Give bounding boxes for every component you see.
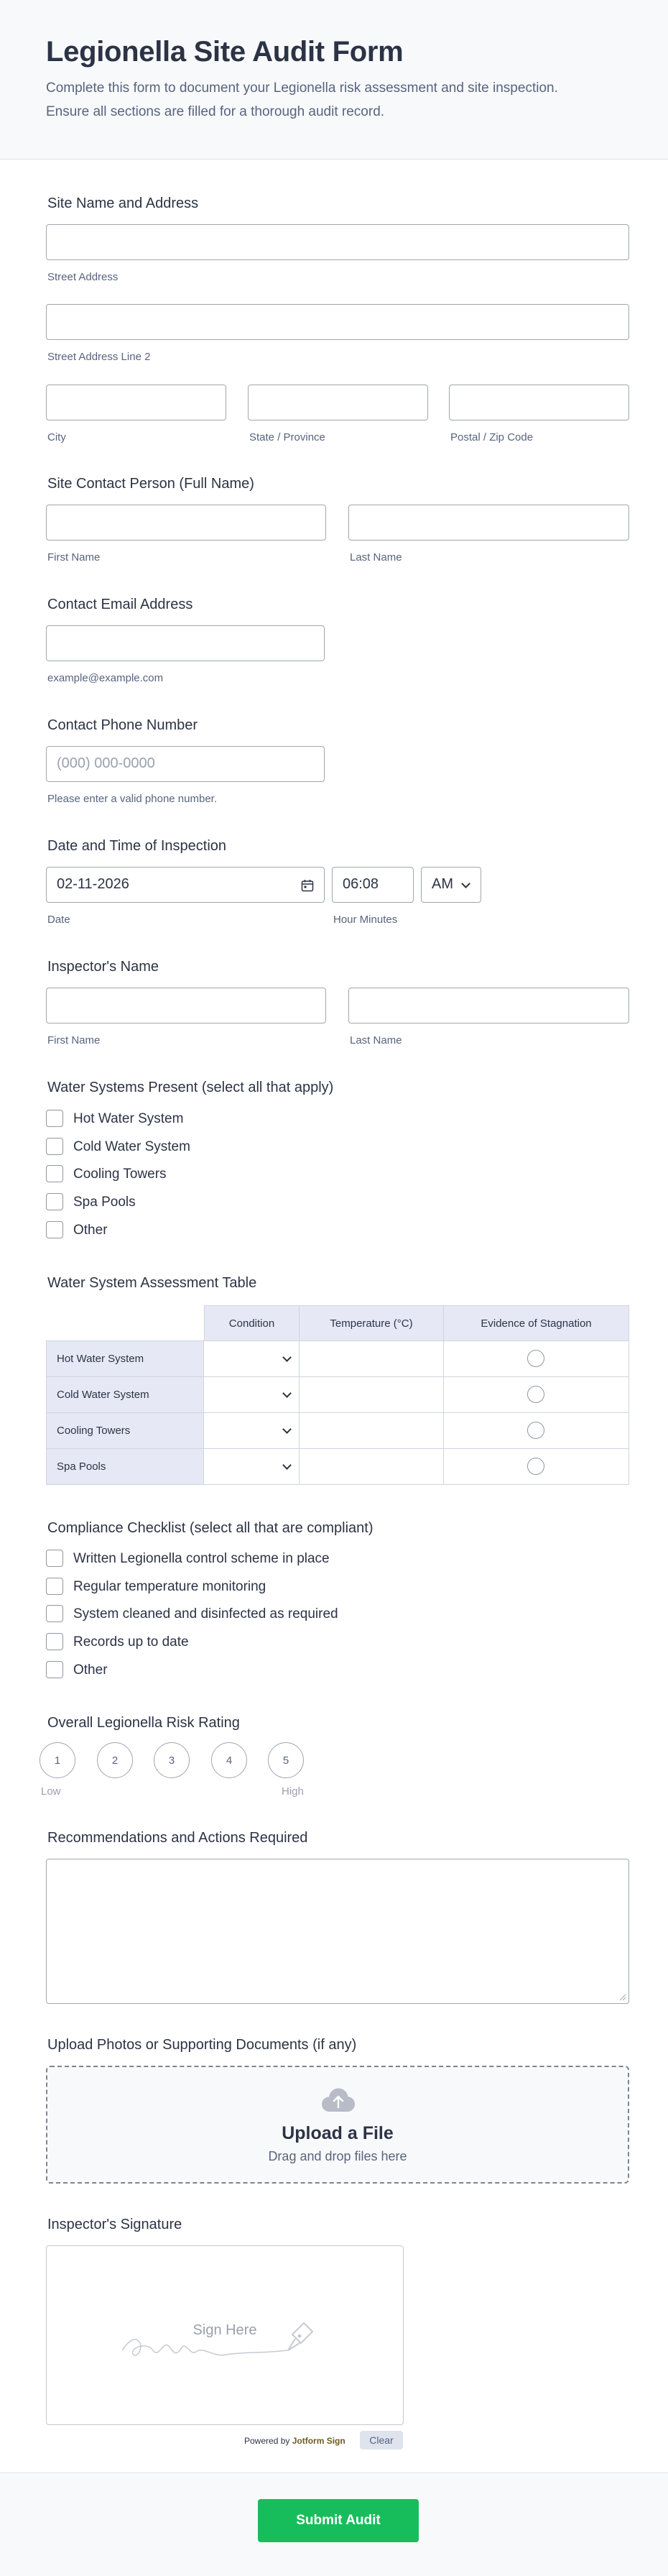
checkbox-cold-water-system[interactable] [46,1138,63,1155]
state-sublabel: State / Province [249,431,325,443]
checkbox-label: Cooling Towers [73,1167,167,1182]
column-header-temperature: Temperature (°C) [299,1305,444,1341]
recommendations-textarea[interactable] [46,1859,629,2004]
checkbox-records-up-to-date[interactable] [46,1633,63,1650]
chevron-down-icon [461,879,470,888]
chevron-down-icon [282,1460,292,1470]
contact-last-name-sublabel: Last Name [350,551,402,564]
stagnation-cell [443,1376,629,1413]
time-value: 06:08 [343,876,379,892]
phone-input[interactable] [46,746,325,782]
checkbox-label: Other [73,1223,108,1238]
inspector-first-name-input[interactable] [46,988,326,1024]
assessment-table-label: Water System Assessment Table [47,1275,257,1291]
rating-option-5[interactable]: 5 [268,1742,304,1778]
time-input[interactable] [332,867,414,903]
checkbox-temperature-monitoring[interactable] [46,1578,63,1595]
rating-high-label: High [282,1785,304,1798]
temperature-input[interactable] [299,1376,444,1413]
ampm-value: AM [432,876,453,892]
stagnation-cell [443,1340,629,1377]
rating-option-3[interactable]: 3 [154,1742,190,1778]
compliance-label: Compliance Checklist (select all that are compliant) [47,1520,374,1536]
cloud-upload-icon [321,2087,356,2113]
form-description: Complete this form to document your Legionella risk assessment and site inspection. Ensure all sections are filled for a thorough audit record. [46,80,558,119]
file-upload-dropzone[interactable] [46,2066,629,2184]
phone-label: Contact Phone Number [47,717,198,733]
email-label: Contact Email Address [47,597,193,612]
powered-by-label: Powered by [244,2436,290,2446]
form-header [0,0,668,160]
row-header-cooling-towers: Cooling Towers [46,1412,204,1449]
checkbox-label: System cleaned and disinfected as required [73,1606,338,1622]
city-input[interactable] [46,385,226,420]
street-address-input[interactable] [46,224,629,260]
time-sublabel: Hour Minutes [333,914,398,926]
inspector-name-label: Inspector's Name [47,959,159,975]
signature-pad[interactable] [46,2245,404,2425]
form-title: Legionella Site Audit Form [46,36,404,68]
temperature-input[interactable] [299,1340,444,1377]
date-input[interactable] [46,867,325,903]
stagnation-radio[interactable] [527,1458,544,1475]
phone-placeholder: (000) 000-0000 [57,755,155,771]
date-value: 02-11-2026 [57,876,129,892]
email-sublabel: example@example.com [47,672,164,684]
signature-clear-button[interactable]: Clear [360,2431,403,2450]
signature-label: Inspector's Signature [47,2217,182,2232]
condition-select[interactable] [203,1412,300,1449]
column-header-condition: Condition [204,1305,300,1341]
risk-rating-label: Overall Legionella Risk Rating [47,1715,240,1731]
rating-low-label: Low [41,1785,61,1798]
street-address-line2-sublabel: Street Address Line 2 [47,351,151,363]
chevron-down-icon [282,1353,292,1362]
resize-handle-icon[interactable] [619,1994,626,2001]
date-sublabel: Date [47,914,70,926]
jotform-sign-brand: Jotform Sign [292,2436,345,2446]
checkbox-label: Regular temperature monitoring [73,1579,266,1594]
condition-select[interactable] [203,1340,300,1377]
checkbox-control-scheme[interactable] [46,1550,63,1567]
temperature-input[interactable] [299,1448,444,1485]
contact-first-name-sublabel: First Name [47,551,101,564]
calendar-icon[interactable] [301,879,314,892]
checkbox-other[interactable] [46,1221,63,1238]
contact-first-name-input[interactable] [46,505,326,540]
upload-label: Upload Photos or Supporting Documents (if any) [47,2037,357,2053]
rating-option-1[interactable]: 1 [40,1742,75,1778]
inspector-last-name-sublabel: Last Name [350,1034,402,1046]
checkbox-hot-water-system[interactable] [46,1110,63,1127]
signature-placeholder: Sign Here [192,2322,257,2338]
site-address-label: Site Name and Address [47,196,199,211]
water-systems-label: Water Systems Present (select all that apply) [47,1080,334,1095]
stagnation-cell [443,1448,629,1485]
powered-by-text [244,2436,345,2446]
upload-title: Upload a File [282,2123,394,2143]
inspector-last-name-input[interactable] [348,988,629,1024]
checkbox-cleaned-disinfected[interactable] [46,1605,63,1622]
column-header-stagnation: Evidence of Stagnation [443,1305,629,1341]
chevron-down-icon [282,1389,292,1398]
chevron-down-icon [282,1425,292,1434]
zip-sublabel: Postal / Zip Code [450,431,534,443]
contact-person-label: Site Contact Person (Full Name) [47,476,254,492]
stagnation-radio[interactable] [527,1350,544,1367]
upload-subtitle: Drag and drop files here [268,2149,407,2163]
ampm-select[interactable] [421,867,481,903]
checkbox-label: Spa Pools [73,1195,136,1210]
submit-button[interactable]: Submit Audit [258,2499,419,2542]
inspector-first-name-sublabel: First Name [47,1034,101,1046]
street-address-line2-input[interactable] [46,304,629,340]
checkbox-label: Cold Water System [73,1139,190,1154]
checkbox-label: Other [73,1662,108,1678]
stagnation-radio[interactable] [527,1386,544,1403]
row-header-hot-water: Hot Water System [46,1340,204,1377]
email-input[interactable] [46,625,325,661]
stagnation-cell [443,1412,629,1449]
recommendations-label: Recommendations and Actions Required [47,1830,308,1846]
datetime-label: Date and Time of Inspection [47,838,227,854]
checkbox-cooling-towers[interactable] [46,1165,63,1182]
checkbox-label: Written Legionella control scheme in place [73,1551,330,1566]
zip-input[interactable] [449,385,629,420]
phone-sublabel: Please enter a valid phone number. [47,793,217,805]
row-header-spa-pools: Spa Pools [46,1448,204,1485]
contact-last-name-input[interactable] [348,505,629,540]
row-header-cold-water: Cold Water System [46,1376,204,1413]
checkbox-spa-pools[interactable] [46,1193,63,1210]
form-footer [0,2472,668,2576]
checkbox-label: Hot Water System [73,1111,184,1126]
stagnation-radio[interactable] [527,1422,544,1439]
temperature-input[interactable] [299,1412,444,1449]
state-input[interactable] [248,385,428,420]
city-sublabel: City [47,431,66,443]
rating-option-4[interactable]: 4 [211,1742,247,1778]
rating-option-2[interactable]: 2 [97,1742,133,1778]
street-address-sublabel: Street Address [47,271,119,283]
condition-select[interactable] [203,1376,300,1413]
checkbox-label: Records up to date [73,1634,189,1650]
checkbox-compliance-other[interactable] [46,1661,63,1678]
condition-select[interactable] [203,1448,300,1485]
